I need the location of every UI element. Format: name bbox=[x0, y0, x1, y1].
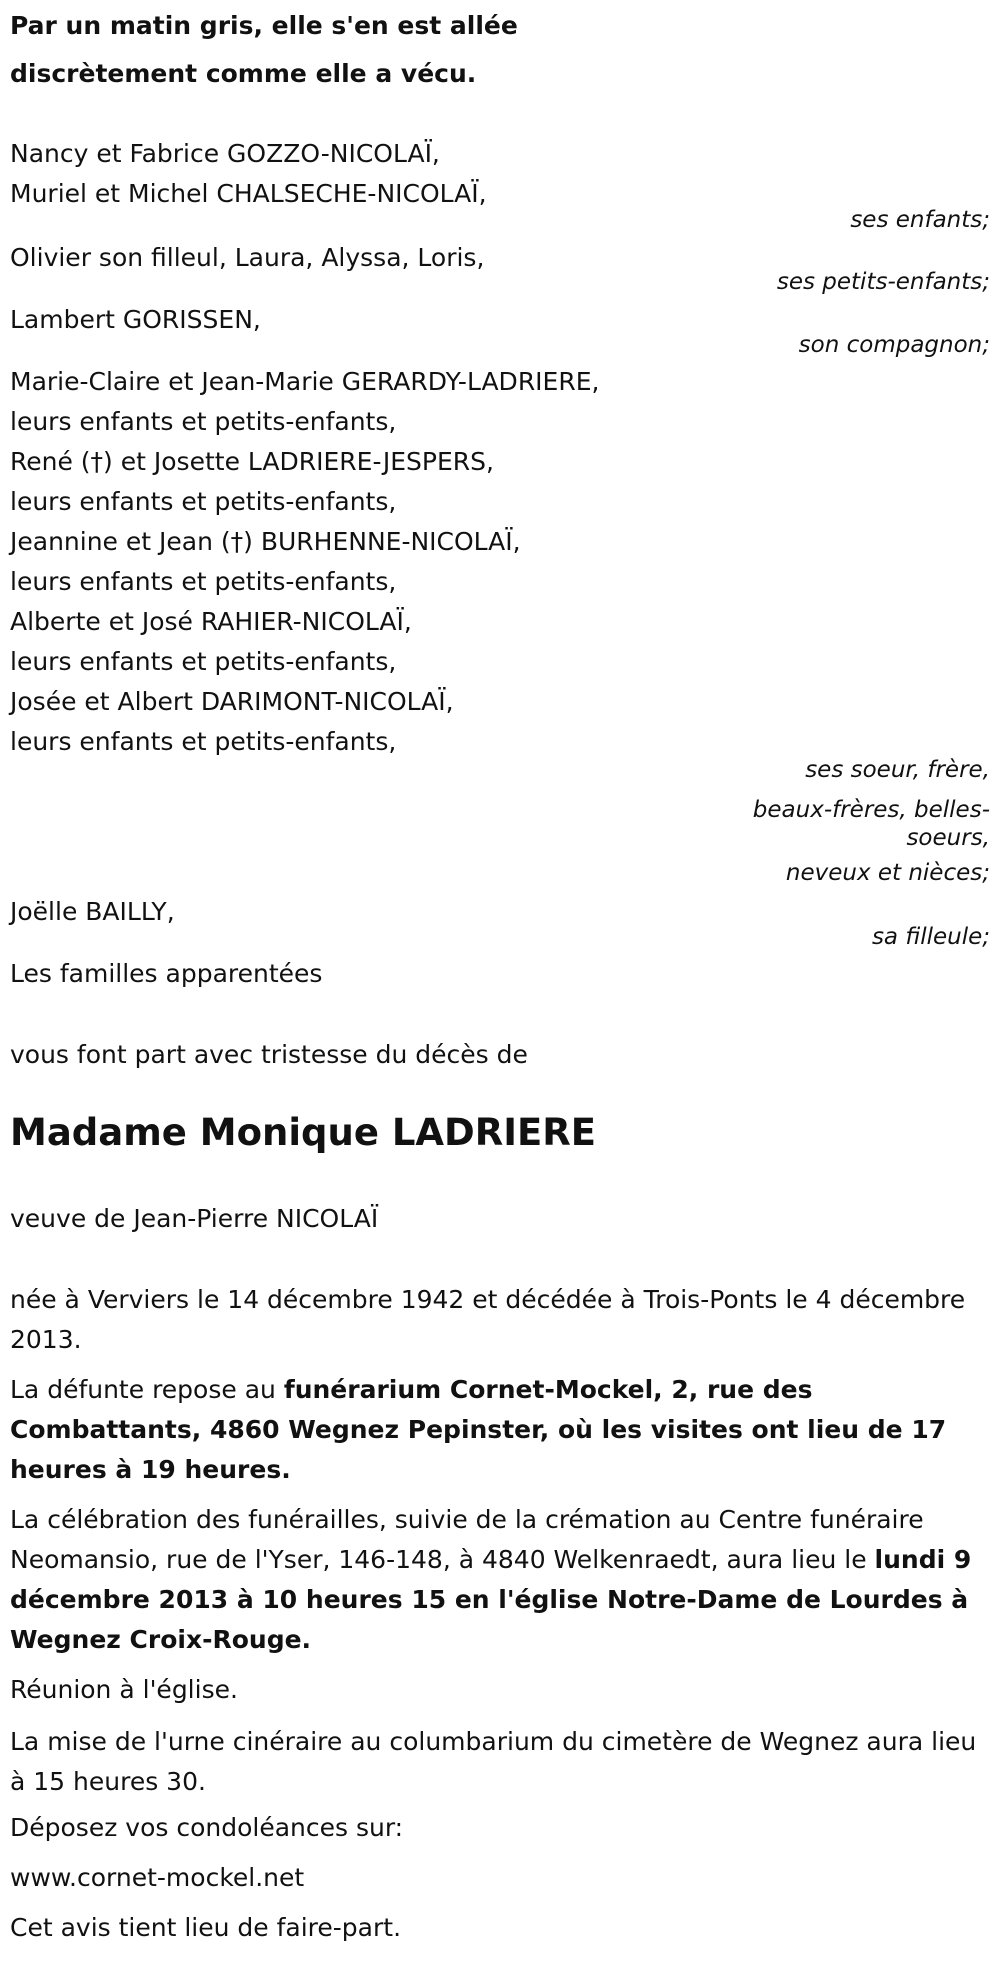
website-link[interactable]: www.cornet-mockel.net bbox=[10, 1863, 305, 1892]
siblings-line-4: leurs enfants et petits-enfants, bbox=[10, 487, 397, 516]
children-line-2: Muriel et Michel CHALSECHE-NICOLAÏ, bbox=[10, 179, 487, 208]
siblings-line-8: leurs enfants et petits-enfants, bbox=[10, 647, 397, 676]
siblings-line-7: Alberte et José RAHIER-NICOLAÏ, bbox=[10, 607, 412, 636]
children-line-1: Nancy et Fabrice GOZZO-NICOLAÏ, bbox=[10, 139, 440, 168]
ceremony-prefix: La célébration des funérailles, suivie de la crémation au Centre funéraire Neomansio, rue de l'Yser, 146-148, à 4840 Welkenraedt, aura lieu le bbox=[10, 1505, 924, 1574]
siblings-role-1: ses soeur, frère, bbox=[805, 757, 990, 783]
condolences-note: Déposez vos condoléances sur: bbox=[10, 1813, 404, 1842]
children-role: ses enfants; bbox=[850, 207, 990, 233]
grandchildren-role: ses petits-enfants; bbox=[776, 269, 990, 295]
siblings-line-6: leurs enfants et petits-enfants, bbox=[10, 567, 397, 596]
goddaughter-role: sa filleule; bbox=[871, 924, 990, 950]
rest-paragraph bbox=[10, 1370, 990, 1490]
siblings-line-3: René (†) et Josette LADRIERE-JESPERS, bbox=[10, 447, 494, 476]
intro-line-1: Par un matin gris, elle s'en est allée bbox=[10, 11, 518, 40]
rest-details: funérarium Cornet-Mockel, 2, rue des Combattants, 4860 Wegnez Pepinster, où les visites ont lieu de 17 heures à 19 heures. bbox=[10, 1375, 947, 1484]
siblings-line-5: Jeannine et Jean (†) BURHENNE-NICOLAÏ, bbox=[10, 527, 521, 556]
urn-paragraph: La mise de l'urne cinéraire au columbarium du cimetère de Wegnez aura lieu à 15 heures 30. bbox=[10, 1727, 977, 1796]
companion-line: Lambert GORISSEN, bbox=[10, 305, 261, 334]
siblings-role-3: neveux et nièces; bbox=[785, 860, 990, 886]
siblings-line-10: leurs enfants et petits-enfants, bbox=[10, 727, 397, 756]
announcement: vous font part avec tristesse du décès de bbox=[10, 1040, 528, 1069]
birth-death: née à Verviers le 14 décembre 1942 et décédée à Trois-Ponts le 4 décembre 2013. bbox=[10, 1285, 966, 1354]
companion-role: son compagnon; bbox=[798, 332, 990, 358]
rest-prefix: La défunte repose au bbox=[10, 1375, 284, 1404]
goddaughter-line: Joëlle BAILLY, bbox=[10, 897, 175, 926]
ceremony-paragraph bbox=[10, 1500, 990, 1660]
ceremony-details: lundi 9 décembre 2013 à 10 heures 15 en l'église Notre-Dame de Lourdes à Wegnez Croix-Rouge. bbox=[10, 1545, 972, 1654]
notice-note: Cet avis tient lieu de faire-part. bbox=[10, 1913, 402, 1942]
siblings-line-9: Josée et Albert DARIMONT-NICOLAÏ, bbox=[10, 687, 454, 716]
intro-line-2: discrètement comme elle a vécu. bbox=[10, 59, 477, 88]
meeting-note: Réunion à l'église. bbox=[10, 1675, 238, 1704]
relatives-line: Les familles apparentées bbox=[10, 959, 323, 988]
siblings-line-1: Marie-Claire et Jean-Marie GERARDY-LADRIERE, bbox=[10, 367, 600, 396]
siblings-role-2: beaux-frères, belles-soeurs, bbox=[752, 797, 990, 851]
obituary-notice bbox=[10, 0, 990, 1963]
siblings-line-2: leurs enfants et petits-enfants, bbox=[10, 407, 397, 436]
deceased-name: Madame Monique LADRIERE bbox=[10, 1111, 597, 1154]
grandchildren-line: Olivier son filleul, Laura, Alyssa, Loris, bbox=[10, 243, 485, 272]
widow-of: veuve de Jean-Pierre NICOLAÏ bbox=[10, 1204, 379, 1233]
